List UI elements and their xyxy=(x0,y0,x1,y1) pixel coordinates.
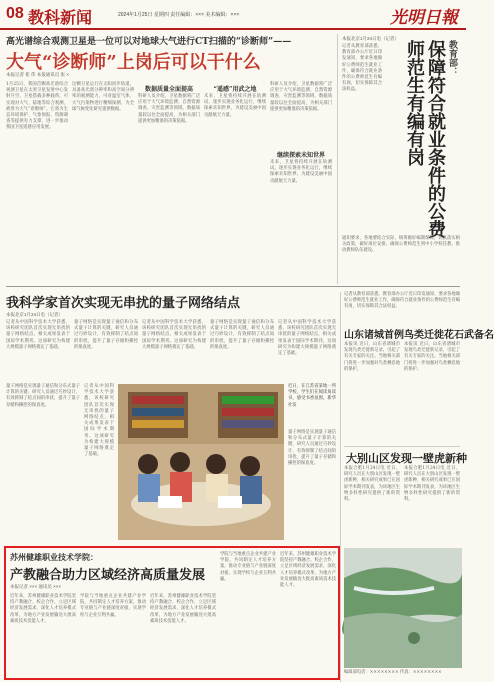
suzhou-column-1: 近年来，苏州健雄职业技术学院坚持产教融合、校企合作，立足区域经济发展需求，深化人才培养模式改革，为地方产业发展输送大批高素质技术技能人才。 xyxy=(10,594,76,624)
photo-caption: 近日，在江苏省某地一所学校，学生们在阅读角读书，感受书香氛围。新华社发 xyxy=(288,384,336,408)
lead-subhead-3: 继续探索未知世界 xyxy=(276,152,325,159)
lead-column-3: 科研人员介绍，卫星数据将广泛应用于大气环境监测、自然资源调查、灾害监测等领域，数据质量较以往全面提高，为相关部门提供更加精准的决策依据。 xyxy=(138,94,200,124)
quantum-column-8: 量子网络是实现量子通信和分布式量子计算的关键，研究人员通过巧妙设计，有效抑制了结点间的串扰，提升了量子存储和操控的保真度。 xyxy=(288,430,336,467)
reading-children-illustration xyxy=(118,384,284,540)
side-column-2: 通知要求，各地要结合实际，统筹做好编制保障，认真落实相关政策，做好岗位安排，确保公费师范生到中小学校任教，推动教师队伍建设。 xyxy=(342,236,460,254)
wetland-aerial-illustration xyxy=(344,548,462,668)
right-divider xyxy=(344,446,460,447)
lead-column-1: 1月25日，我国首颗高光谱综合观测卫星在太原卫星发射中心发射升空。卫星搭载多种载荷，可实现对大气、陆地等综合观测，被誉为大气“诊断师”。它将为生态环境保护、气象预报、资源调查等提供有力支撑，进一步推动我国卫星遥感应用发展。 xyxy=(6,82,68,131)
quantum-headline: 我科学家首次实现无串扰的量子网络结点 xyxy=(6,296,241,311)
news-photo xyxy=(118,384,284,540)
lead-subhead-2: “遥感”用武之地 xyxy=(213,86,257,93)
lead-column-4: 未来，卫星将持续开展在轨测试，逐步实现业务化运行，继续探索未知世界，为建设美丽中国贡献航天力量。 xyxy=(204,94,266,118)
side-byline: 本报北京1月24日电（记者） xyxy=(342,36,400,41)
county-headline: 山东诸城首例鸟类迁徙花石武备名 xyxy=(344,330,494,341)
dabie-headline: 大别山区发现一壁虎新种 xyxy=(346,452,467,465)
section-divider xyxy=(6,286,460,287)
side-column-1: 记者从教育部获悉，教育部办公厅近日印发通知，要求各地做好公费师范生就业工作，确保符合就业条件的公费师范生有编有岗，切实保障其合法权益。 xyxy=(342,44,382,93)
suzhou-headline: 产教融合助力区域经济高质量发展 xyxy=(10,568,206,583)
quantum-column-2: 量子网络是实现量子通信和分布式量子计算的关键，研究人员通过巧妙设计，有效抑制了结点间的串扰，提升了量子存储和操控的保真度。 xyxy=(74,320,138,350)
newspaper-logo: 光明日報 xyxy=(390,8,458,28)
dabie-column-2: 本报合肥1月24日电 近日，研究人员在大别山区发现一壁虎新种，相关研究成果已在国际学术期刊发表，为该地区生物多样性研究提供了新的资料。 xyxy=(404,466,460,503)
lead-column-2: 这颗卫星运行在太阳同步轨道，具备高光谱分辨率和高空间分辨率的观测能力，可对温室气体、大气污染物进行精细探测，为全球气候变化研究提供数据。 xyxy=(72,82,134,112)
lead-column-6: 未来，卫星将持续开展在轨测试，逐步实现业务化运行，继续探索未知世界，为建设美丽中国贡献航天力量。 xyxy=(270,160,332,184)
quantum-column-6: 量子网络是实现量子通信和分布式量子计算的关键，研究人员通过巧妙设计，有效抑制了结点间的串扰，提升了量子存储和操控的保真度。 xyxy=(6,384,80,408)
quantum-byline: 本报北京1月24日电（记者） xyxy=(6,312,64,317)
quantum-column-7: 记者从中国科学技术大学获悉，该校研究团队首次实现无串扰的量子网络结点，相关成果发表于国际学术期刊。这项研究为构建大规模量子网络奠定了基础。 xyxy=(84,384,114,458)
footer-note: 编辑部电话：×××××××× 传真：×××××××× xyxy=(344,670,442,675)
suzhou-column-4: 学院与当地重点企业共建产业学院，共同制定人才培养方案，推动专业链与产业链深度对接，实现学校与企业互利共赢。 xyxy=(220,552,276,582)
suzhou-column-3: 近年来，苏州健雄职业技术学院坚持产教融合、校企合作，立足区域经济发展需求，深化人才培养模式改革，为地方产业发展输送大批高素质技术技能人才。 xyxy=(150,594,216,624)
county-column-1: 本报讯 近日，山东省诸城市发现鸟类迁徙新记录，引起了有关专家的关注。当地相关部门将进一步加强对鸟类栖息地的保护。 xyxy=(344,342,400,372)
masthead xyxy=(0,0,466,30)
column-divider xyxy=(337,34,338,284)
suzhou-column-2: 学院与当地重点企业共建产业学院，共同制定人才培养方案，推动专业链与产业链深度对接，实现学校与企业互利共赢。 xyxy=(80,594,146,618)
county-column-2: 本报讯 近日，山东省诸城市发现鸟类迁徙新记录，引起了有关专家的关注。当地相关部门将进一步加强对鸟类栖息地的保护。 xyxy=(404,342,460,372)
quantum-column-1: 记者从中国科学技术大学获悉，该校研究团队首次实现无串扰的量子网络结点，相关成果发表于国际学术期刊。这项研究为构建大规模量子网络奠定了基础。 xyxy=(6,320,70,350)
suzhou-kicker: 苏州健雄职业技术学院： xyxy=(10,552,98,562)
page-number: 08 xyxy=(6,5,24,22)
lead-kicker: 高光谱综合观测卫星是一位可以对地球大气进行CT扫描的“诊断师”—— xyxy=(6,37,292,47)
side-headline: 保障符合就业条件的公费师范生有编有岗 xyxy=(404,40,446,238)
side-kicker: 教育部： xyxy=(447,40,457,76)
column-divider-2 xyxy=(340,292,341,682)
aerial-photo xyxy=(344,548,462,668)
quantum-column-5: 记者从中国科学技术大学获悉，该校研究团队首次实现无串扰的量子网络结点，相关成果发表于国际学术期刊。这项研究为构建大规模量子网络奠定了基础。 xyxy=(278,320,336,357)
lead-byline: 本报记者 崔 伟 本报通讯员 张 × xyxy=(6,72,69,77)
suzhou-column-5: 近年来，苏州健雄职业技术学院坚持产教融合、校企合作，立足区域经济发展需求，深化人才培养模式改革，为地方产业发展输送大批高素质技术技能人才。 xyxy=(280,552,336,589)
lead-headline: 大气“诊断师”上岗后可以干什么 xyxy=(6,52,261,73)
lead-column-5: 科研人员介绍，卫星数据将广泛应用于大气环境监测、自然资源调查、灾害监测等领域，数据质量较以往全面提高，为相关部门提供更加精准的决策依据。 xyxy=(270,82,332,112)
issue-meta: 2024年1月25日 星期四 责任编辑：××× 美术编辑：××× xyxy=(118,12,240,18)
quantum-column-4: 量子网络是实现量子通信和分布式量子计算的关键，研究人员通过巧妙设计，有效抑制了结点间的串扰，提升了量子存储和操控的保真度。 xyxy=(210,320,274,350)
dabie-column-1: 本报合肥1月24日电 近日，研究人员在大别山区发现一壁虎新种，相关研究成果已在国际学术期刊发表，为该地区生物多样性研究提供了新的资料。 xyxy=(344,466,400,503)
quantum-column-3: 记者从中国科学技术大学获悉，该校研究团队首次实现无串扰的量子网络结点，相关成果发表于国际学术期刊。这项研究为构建大规模量子网络奠定了基础。 xyxy=(142,320,206,350)
side-column-3: 记者从教育部获悉，教育部办公厅近日印发通知，要求各地做好公费师范生就业工作，确保符合就业条件的公费师范生有编有岗，切实保障其合法权益。 xyxy=(344,292,461,310)
suzhou-byline: 本报记者 ××× 通讯员 ××× xyxy=(10,584,62,589)
lead-subhead-1: 数据质量全面提高 xyxy=(144,86,193,93)
section-title: 教科新闻 xyxy=(28,8,93,27)
